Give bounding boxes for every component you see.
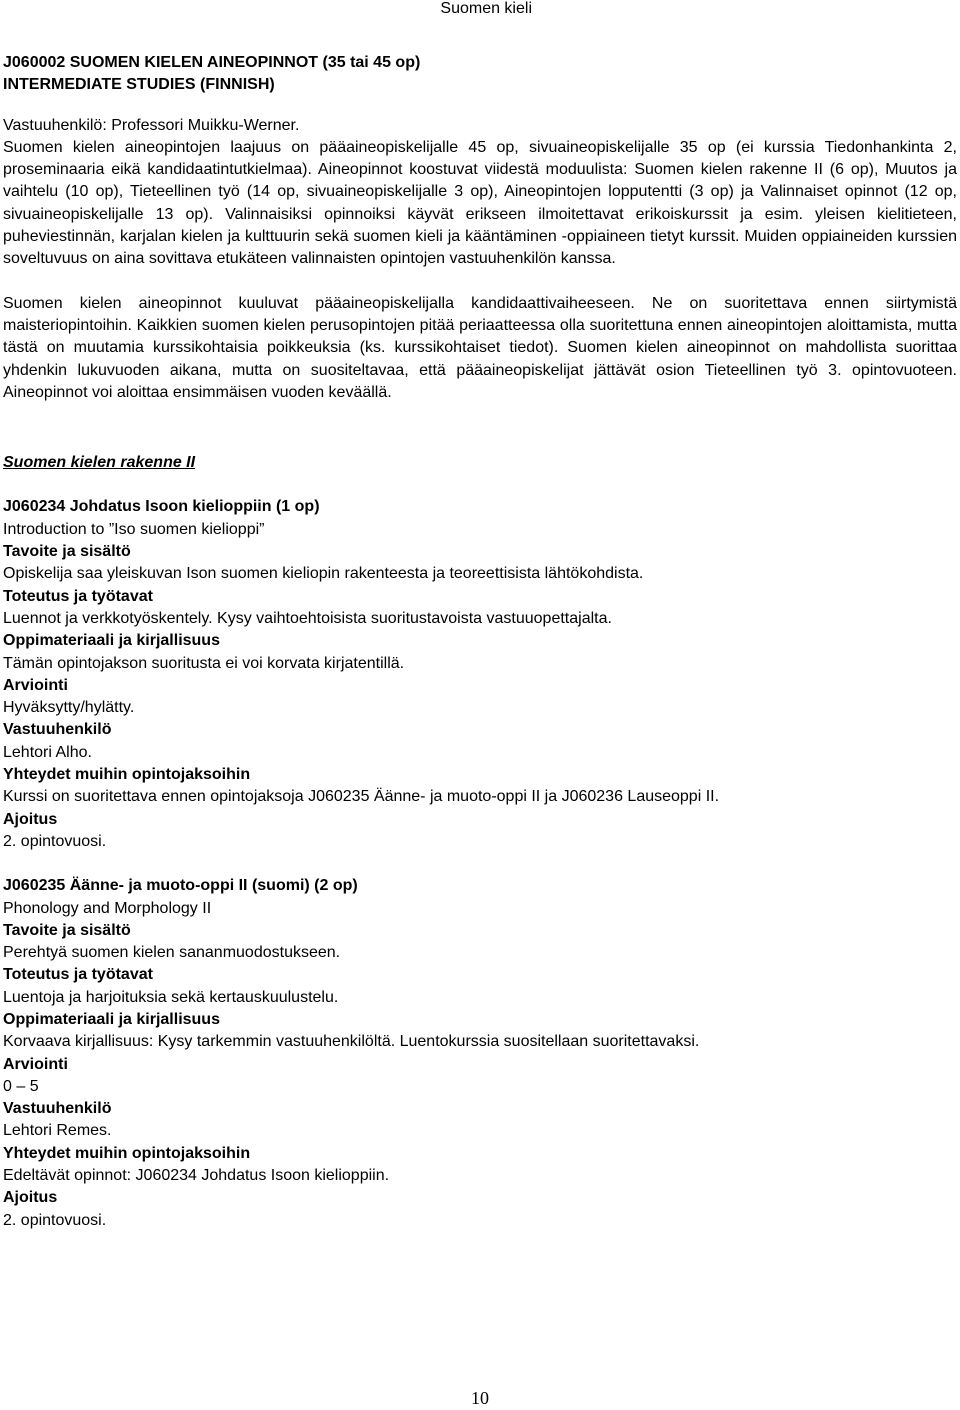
responsible-label: Vastuuhenkilö (3, 721, 112, 739)
materials-text: Korvaava kirjallisuus: Kysy tarkemmin vastuuhenkilöltä. Luentokurssia suositellaan suoritettavaksi. (3, 1033, 700, 1051)
links-text: Kurssi on suoritettava ennen opintojaksoja J060235 Äänne- ja muoto-oppi II ja J060236 Lauseoppi II. (3, 788, 720, 806)
course-english-title: Phonology and Morphology II (3, 899, 212, 917)
module-title-english: INTERMEDIATE STUDIES (FINNISH) (3, 76, 275, 94)
links-label: Yhteydet muihin opintojaksoihin (3, 1144, 251, 1162)
method-text: Luentoja ja harjoituksia sekä kertauskuulustelu. (3, 988, 339, 1006)
intro-paragraph-2: Suomen kielen aineopinnot kuuluvat pääaineopiskelijalla kandidaattivaiheeseen. Ne on suoritettava ennen siirtymistä maisteriopintoihin. Kaikkien suomen kielen perusopintojen pitää periaatteessa olla suoritettuna ennen aineopintojen aloittamista, mutta tästä on muutamia kurssikohtaisia poikkeuksia (ks. kurssikohtaiset tiedot). Suomen kielen aineopinnot on mahdollista suorittaa yhdenkin lukuvuoden aikana, mutta on suositeltavaa, että pääaineopiskelijat jättävät osion Tieteellinen työ 3. opintovuoteen. Aineopinnot voi aloittaa ensimmäisen vuoden keväällä. (3, 294, 957, 401)
method-label: Toteutus ja työtavat (3, 587, 153, 605)
timing-text: 2. opintovuosi. (3, 832, 107, 850)
timing-label: Ajoitus (3, 810, 58, 828)
goals-text: Perehtyä suomen kielen sananmuodostukseen. (3, 944, 341, 962)
running-header: Suomen kieli (440, 0, 532, 17)
course-title: J060234 Johdatus Isoon kielioppiin (1 op) (3, 498, 320, 516)
section-title: Suomen kielen rakenne II (3, 454, 196, 472)
materials-label: Oppimateriaali ja kirjallisuus (3, 1010, 220, 1028)
module-title: J060002 SUOMEN KIELEN AINEOPINNOT (35 tai 45 op) (3, 54, 421, 71)
method-text: Luennot ja verkkotyöskentely. Kysy vaihtoehtoisista suoritustavoista vastuuopettajalta. (3, 609, 612, 627)
responsible-text: Lehtori Remes. (3, 1122, 112, 1140)
grading-text: 0 – 5 (3, 1077, 39, 1095)
materials-text: Tämän opintojakson suoritusta ei voi korvata kirjatentillä. (3, 654, 405, 672)
page-content (3, 52, 957, 1232)
materials-label: Oppimateriaali ja kirjallisuus (3, 632, 220, 650)
timing-text: 2. opintovuosi. (3, 1211, 107, 1229)
responsible-text: Lehtori Alho. (3, 743, 92, 761)
course-block (3, 496, 957, 853)
module-responsible: Vastuuhenkilö: Professori Muikku-Werner. (3, 116, 300, 134)
intro-paragraph-1: Suomen kielen aineopintojen laajuus on pääaineopiskelijalle 45 op, sivuaineopiskelijalle 35 op (ei kurssia Tiedonhankinta 2, proseminaaria eikä kandidaatintutkielmaa). Aineopinnot koostuvat viidestä moduulista: Suomen kielen rakenne II (6 op), Muutos ja vaihtelu (10 op), Tieteellinen työ (14 op, sivuaineopiskelijalle 3 op), Aineopintojen lopputentti (3 op) ja Valinnaiset opinnot (12 op, sivuaineopiskelijalle 13 op). Valinnaisiksi opinnoiksi käyvät erikseen ilmoitettavat erikoiskurssit ja esim. yleisen kielitieteen, puheviestinnän, karjalan kielen ja kulttuurin sekä suomen kieli ja kääntäminen -oppiaineen tietyt kurssit. Muiden oppiaineiden kurssien soveltuvuus on aina sovittava etukäteen valinnaisten opintojen vastuuhenkilön kanssa. (3, 138, 957, 268)
course-english-title: Introduction to ”Iso suomen kielioppi” (3, 520, 265, 538)
grading-label: Arviointi (3, 676, 68, 694)
responsible-label: Vastuuhenkilö (3, 1100, 112, 1118)
links-label: Yhteydet muihin opintojaksoihin (3, 766, 251, 784)
course-title: J060235 Äänne- ja muoto-oppi II (suomi) (2 op) (3, 877, 358, 895)
links-text: Edeltävät opinnot: J060234 Johdatus Isoon kielioppiin. (3, 1167, 390, 1185)
goals-label: Tavoite ja sisältö (3, 543, 131, 561)
page-number: 10 (471, 1388, 489, 1408)
goals-label: Tavoite ja sisältö (3, 921, 131, 939)
grading-text: Hyväksytty/hylätty. (3, 699, 135, 717)
grading-label: Arviointi (3, 1055, 68, 1073)
timing-label: Ajoitus (3, 1189, 58, 1207)
method-label: Toteutus ja työtavat (3, 966, 153, 984)
course-block (3, 875, 957, 1232)
goals-text: Opiskelija saa yleiskuvan Ison suomen kieliopin rakenteesta ja teoreettisista lähtökohdista. (3, 565, 644, 583)
